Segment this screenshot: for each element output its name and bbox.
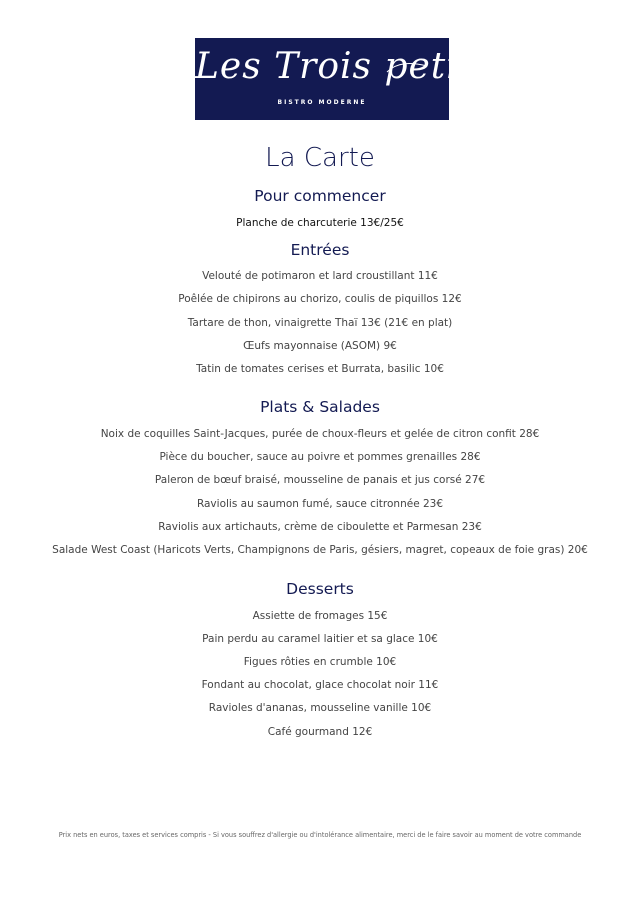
- section-title-plats-salades: Plats & Salades: [260, 398, 380, 416]
- menu-item: Tartare de thon, vinaigrette Thaï 13€ (21€ en plat): [187, 317, 453, 329]
- logo-swash-icon: [385, 60, 429, 76]
- restaurant-logo: [195, 38, 494, 120]
- section-title-entrees: Entrées: [290, 241, 350, 259]
- menu-item: Fondant au chocolat, glace chocolat noir 11€: [201, 679, 439, 691]
- menu-item: Pain perdu au caramel laitier et sa glace 10€: [202, 633, 438, 645]
- menu-item: Poêlée de chipirons au chorizo, coulis de piquillos 12€: [178, 293, 462, 305]
- menu-item: Salade West Coast (Haricots Verts, Champignons de Paris, gésiers, magret, copeaux de foie gras) 20€: [52, 544, 588, 556]
- logo-tagline: BISTRO MODERNE: [277, 99, 367, 106]
- menu-item: Tatin de tomates cerises et Burrata, basilic 10€: [196, 363, 444, 375]
- section-title-pour-commencer: Pour commencer: [254, 187, 386, 205]
- menu-item: Figues rôties en crumble 10€: [243, 656, 397, 668]
- menu-item: Paleron de bœuf braisé, mousseline de panais et jus corsé 27€: [154, 474, 486, 486]
- menu-item: Planche de charcuterie 13€/25€: [236, 217, 404, 229]
- menu-item: Assiette de fromages 15€: [252, 610, 388, 622]
- menu-item: Raviolis aux artichauts, crème de ciboulette et Parmesan 23€: [158, 521, 482, 533]
- section-title-desserts: Desserts: [286, 580, 354, 598]
- menu-item: Pièce du boucher, sauce au poivre et pommes grenailles 28€: [159, 451, 481, 463]
- menu-item: Œufs mayonnaise (ASOM) 9€: [243, 340, 397, 352]
- menu-item: Café gourmand 12€: [267, 726, 373, 738]
- logo-script-name: Les Trois petits: [195, 46, 494, 87]
- menu-item: Raviolis au saumon fumé, sauce citronnée 23€: [196, 498, 444, 510]
- menu-item: Velouté de potimaron et lard croustillant 11€: [202, 270, 438, 282]
- footnote-allergy-notice: Prix nets en euros, taxes et services compris - Si vous souffrez d'allergie ou d'intolérance alimentaire, merci de le faire savoir au moment de votre commande: [58, 831, 582, 839]
- page-title: La Carte: [265, 143, 375, 173]
- menu-item: Ravioles d'ananas, mousseline vanille 10€: [208, 702, 432, 714]
- menu-item: Noix de coquilles Saint-Jacques, purée de choux-fleurs et gelée de citron confit 28€: [100, 428, 540, 440]
